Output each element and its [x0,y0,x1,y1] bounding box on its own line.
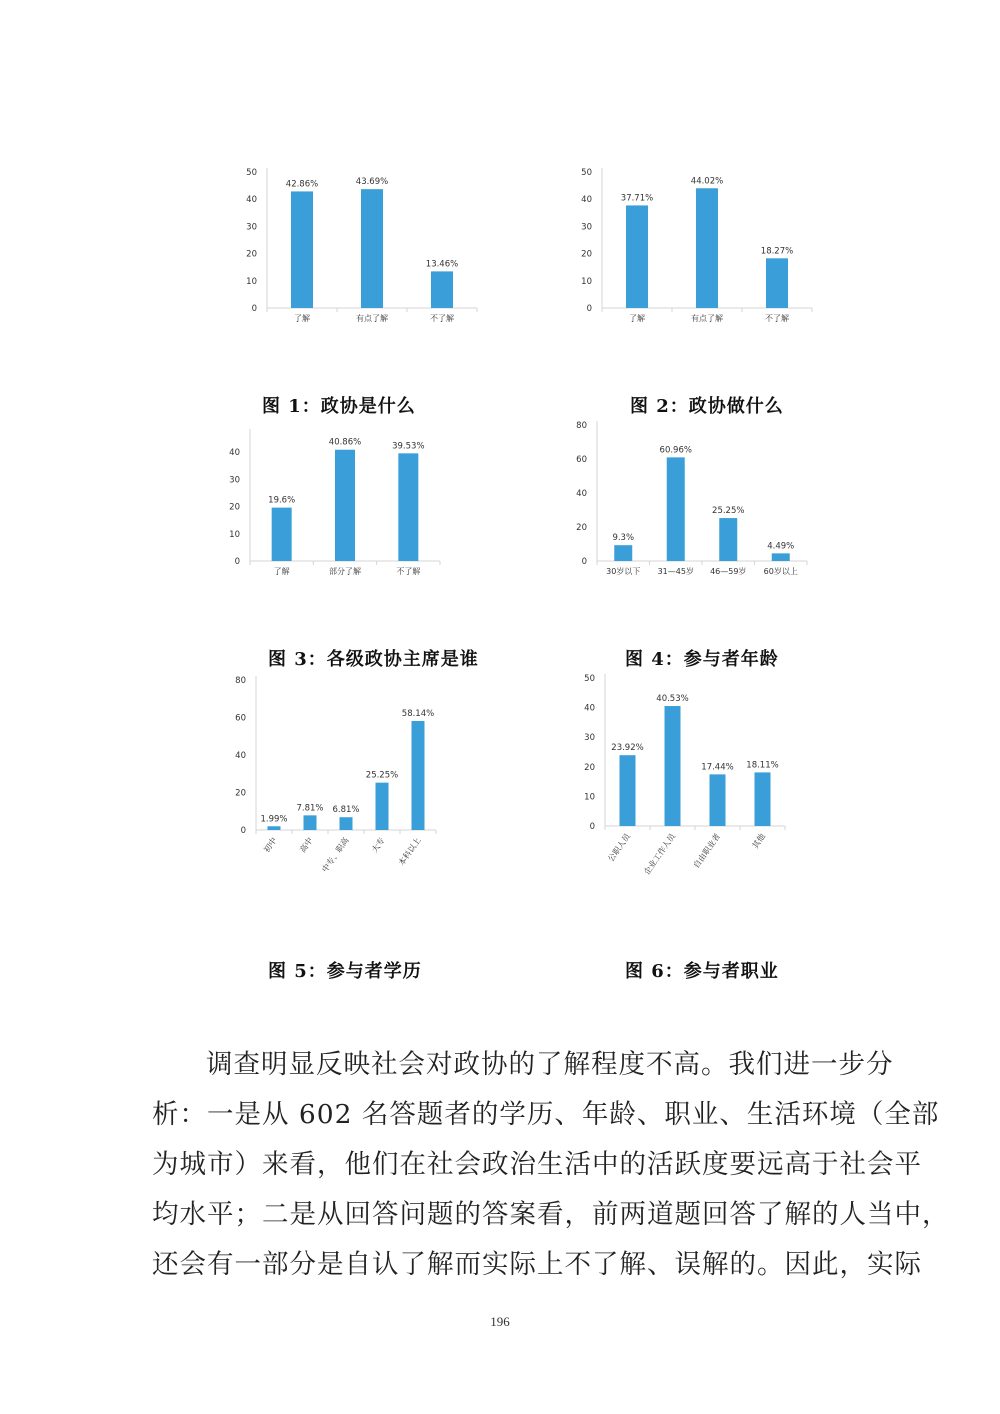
chart-2 [560,160,820,330]
data-label: 40.53% [656,694,689,705]
y-tick-label: 30 [584,733,595,744]
x-tick-label: 企业工作人员 [642,831,678,877]
bar [620,755,636,826]
data-label: 18.11% [746,760,779,771]
chart-4 [555,415,815,585]
y-tick-label: 40 [576,489,587,499]
x-tick-label: 自由职业者 [691,831,723,870]
x-tick-label: 46—59岁 [710,567,747,576]
body-line: 为城市）来看，他们在社会政治生活中的活跃度要远高于社会平 [152,1149,922,1180]
bar [376,783,389,830]
body-line: 还会有一部分是自认了解而实际上不了解、误解的。因此，实际 [152,1249,922,1280]
bar [719,518,737,561]
body-line: 均水平；二是从回答问题的答案看，前两道题回答了解的人当中， [152,1199,950,1230]
chart-3 [220,425,450,585]
y-tick-label: 0 [589,822,595,832]
chart-1-caption: 图 1：政协是什么 [262,396,416,417]
chart-5 [220,672,450,897]
y-tick-label: 40 [246,195,257,206]
x-tick-label: 中专、职高 [320,835,351,874]
data-label: 17.44% [701,762,734,773]
y-tick-label: 0 [234,557,240,567]
x-tick-label: 了解 [273,567,290,576]
y-tick-label: 10 [229,529,240,540]
bar [431,271,453,308]
data-label: 43.69% [355,177,389,188]
y-tick-label: 20 [584,762,595,773]
data-label: 23.92% [611,743,644,754]
y-tick-label: 60 [576,455,587,465]
y-tick-label: 50 [246,168,257,178]
bar [335,450,355,561]
y-tick-label: 80 [235,676,246,686]
bar [772,553,790,561]
x-tick-label: 有点了解 [691,314,723,323]
y-tick-label: 50 [581,168,592,178]
y-tick-label: 0 [581,557,587,567]
data-label: 1.99% [260,814,288,825]
y-tick-label: 0 [251,304,257,314]
bar [268,826,281,830]
y-tick-label: 40 [235,751,246,761]
x-tick-label: 了解 [294,314,310,323]
data-label: 7.81% [296,803,324,814]
data-label: 9.3% [612,533,635,544]
y-tick-label: 20 [576,523,587,533]
data-label: 6.81% [332,805,360,816]
data-label: 19.6% [268,495,296,506]
data-label: 60.96% [659,445,692,456]
data-label: 18.27% [760,246,794,257]
y-tick-label: 20 [246,249,257,260]
data-label: 25.25% [712,506,745,517]
x-tick-label: 了解 [629,314,645,323]
bar [361,189,383,308]
y-tick-label: 30 [581,222,592,233]
bar [665,706,681,826]
data-label: 40.86% [328,437,362,448]
x-tick-label: 31—45岁 [657,567,694,576]
y-tick-label: 50 [584,674,595,684]
x-tick-label: 本科以上 [396,835,423,868]
y-tick-label: 30 [229,475,240,486]
x-tick-label: 部分了解 [329,567,361,576]
y-tick-label: 40 [581,195,592,206]
data-label: 4.49% [767,541,795,552]
bar [667,457,685,561]
body-line: 析：一是从 602 名答题者的学历、年龄、职业、生活环境（全部 [152,1099,940,1130]
bar [696,188,718,308]
chart-2-caption: 图 2：政协做什么 [630,396,784,417]
x-tick-label: 不了解 [430,314,454,323]
bar [766,258,788,308]
chart-1 [225,160,485,330]
data-label: 58.14% [401,708,435,719]
y-tick-label: 20 [235,788,246,799]
x-tick-label: 不了解 [765,314,789,323]
chart-6-caption: 图 6：参与者职业 [625,961,779,982]
data-label: 37.71% [620,193,654,204]
y-tick-label: 30 [246,222,257,233]
bar [412,721,425,830]
x-tick-label: 不了解 [396,567,421,576]
bar [710,774,726,826]
chart-3-caption: 图 3：各级政协主席是谁 [268,649,479,670]
y-tick-label: 10 [581,276,592,287]
bar [340,817,353,830]
x-tick-label: 高中 [298,835,315,855]
y-tick-label: 10 [246,276,257,287]
y-tick-label: 0 [586,304,592,314]
bar [304,815,317,830]
x-tick-label: 60岁以上 [763,567,798,576]
bar [614,545,632,561]
data-label: 25.25% [365,770,399,781]
data-label: 39.53% [392,441,425,452]
y-tick-label: 10 [584,792,595,803]
bar [272,508,292,561]
x-tick-label: 公职人员 [606,831,633,864]
y-tick-label: 60 [235,713,246,724]
bar [626,205,648,308]
data-label: 42.86% [285,179,319,190]
bar [398,453,418,561]
y-tick-label: 20 [581,249,592,260]
y-tick-label: 20 [229,502,240,513]
x-tick-label: 初中 [262,835,279,855]
chart-6 [575,670,805,895]
data-label: 13.46% [425,259,459,270]
body-paragraph [152,1040,950,1290]
body-line: 调查明显反映社会对政协的了解程度不高。我们进一步分 [206,1049,894,1080]
y-tick-label: 0 [240,826,246,836]
chart-5-caption: 图 5：参与者学历 [268,961,422,982]
page-number: 196 [490,1314,510,1329]
y-tick-label: 80 [576,421,587,431]
x-tick-label: 大专 [370,835,387,855]
x-tick-label: 有点了解 [356,314,388,323]
chart-4-caption: 图 4：参与者年龄 [625,649,779,670]
x-tick-label: 其他 [750,831,768,851]
x-tick-label: 30岁以下 [606,567,641,576]
y-tick-label: 40 [229,448,240,459]
bar [755,772,771,826]
y-tick-label: 40 [584,703,595,714]
data-label: 44.02% [690,176,724,187]
bar [291,191,313,308]
